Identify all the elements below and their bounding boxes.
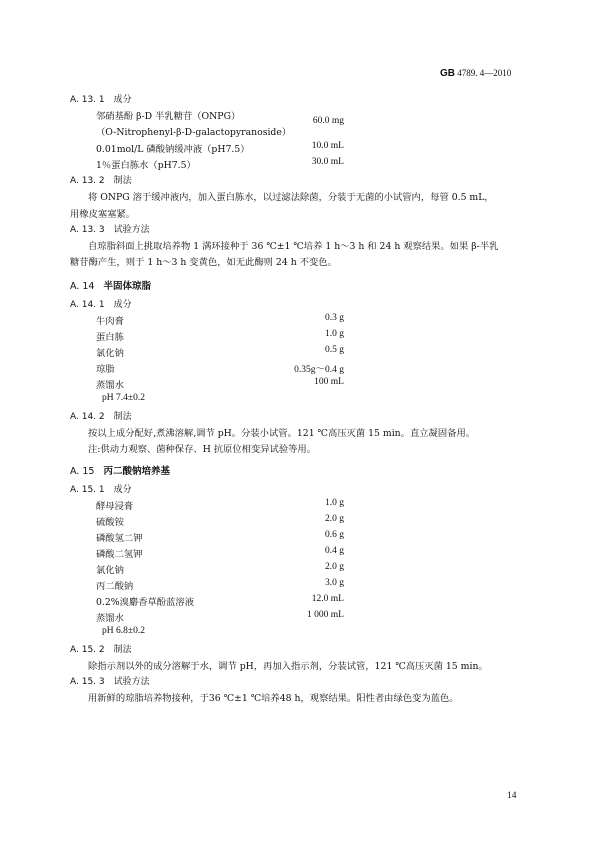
ingredient-name: 丙二酸钠 xyxy=(96,581,134,592)
a13-3-text-line2: 糖苷酶产生，则于 1 h～3 h 变黄色，如无此酶则 24 h 不变色。 xyxy=(70,257,337,268)
ingredient-amount: 100 mL xyxy=(314,377,344,387)
ph-value: pH 7.4±0.2 xyxy=(102,393,145,403)
ingredient-amount: 0.3 g xyxy=(325,313,344,323)
ingredient-name: 氯化钠 xyxy=(96,348,124,359)
subsection-a15-2-heading: A. 15. 2 制法 xyxy=(70,645,132,655)
ingredient-amount: 1.0 g xyxy=(325,329,344,339)
a14-2-note: 注:供动力观察、菌种保存、H 抗原位相变异试验等用。 xyxy=(88,444,317,455)
subsection-a13-2-heading: A. 13. 2 制法 xyxy=(70,176,132,186)
ingredient-amount: 0.4 g xyxy=(325,546,344,556)
ingredient-amount: 0.6 g xyxy=(325,530,344,540)
ingredient-amount: 0.5 g xyxy=(325,345,344,355)
subsection-a15-3-heading: A. 15. 3 试验方法 xyxy=(70,677,150,687)
ingredient-name: 酵母浸膏 xyxy=(96,501,134,512)
ingredient-amount: 1 000 mL xyxy=(307,610,344,620)
ingredient-name: 牛肉膏 xyxy=(96,316,124,327)
subsection-a14-1-heading: A. 14. 1 成分 xyxy=(70,300,132,310)
ingredient-amount: 2.0 g xyxy=(325,514,344,524)
subsection-a14-2-heading: A. 14. 2 制法 xyxy=(70,412,132,422)
section-a15-heading: A. 15 丙二酸钠培养基 xyxy=(70,466,170,477)
ingredient-onpg-latin: （O-Nitrophenyl-β-D-galactopyranoside） xyxy=(96,127,292,138)
ingredient-amount: 2.0 g xyxy=(325,562,344,572)
a15-3-text-line1: 用新鲜的琼脂培养物接种，于36 ℃±1 ℃培养48 h，观察结果。阳性者由绿色变为蓝色。 xyxy=(88,693,459,704)
ingredient-buffer-name: 0.01mol/L 磷酸钠缓冲液（pH7.5） xyxy=(96,144,250,155)
ph-value: pH 6.8±0.2 xyxy=(102,626,145,636)
subsection-a13-1-heading: A. 13. 1 成分 xyxy=(70,95,132,105)
ingredient-name: 硫酸铵 xyxy=(96,517,124,528)
ingredient-amount: 3.0 g xyxy=(325,578,344,588)
standard-prefix: GB xyxy=(440,68,455,79)
a15-2-text-line1: 除指示剂以外的成分溶解于水，调节 pH，再加入指示剂，分装试管，121 ℃高压灭菌 15 min。 xyxy=(88,661,488,672)
ingredient-amount: 12.0 mL xyxy=(311,594,344,604)
ingredient-amount: 0.35g～0.4 g xyxy=(294,365,344,375)
a14-2-text-line1: 按以上成分配好,煮沸溶解,调节 pH。分装小试管。121 ℃高压灭菌 15 min。直立凝固备用。 xyxy=(88,428,476,439)
standard-code xyxy=(440,68,511,79)
ingredient-peptone-water-amount: 30.0 mL xyxy=(311,157,344,167)
section-a14-heading: A. 14 半固体琼脂 xyxy=(70,281,151,292)
ingredient-buffer-amount: 10.0 mL xyxy=(311,141,344,151)
subsection-a15-1-heading: A. 15. 1 成分 xyxy=(70,485,132,495)
standard-number: 4789. 4—2010 xyxy=(457,68,512,78)
ingredient-name: 氯化钠 xyxy=(96,565,124,576)
ingredient-onpg-amount: 60.0 mg xyxy=(312,116,344,126)
page-number: 14 xyxy=(507,791,517,801)
ingredient-name: 0.2%溴麝香草酚蓝溶液 xyxy=(96,597,194,608)
ingredient-name: 蒸馏水 xyxy=(96,380,124,391)
a13-2-text-line2: 用橡皮塞塞紧。 xyxy=(70,209,136,220)
ingredient-onpg-name: 邻硝基酚 β-D 半乳糖苷（ONPG） xyxy=(96,111,241,122)
ingredient-name: 琼脂 xyxy=(96,364,115,375)
ingredient-name: 蛋白胨 xyxy=(96,332,124,343)
a13-3-text-line1: 自琼脂斜面上挑取培养物 1 满环接种于 36 ℃±1 ℃培养 1 h～3 h 和 24 h 观察结果。如果 β-半乳 xyxy=(88,241,499,252)
a13-2-text-line1: 将 ONPG 溶于缓冲液内，加入蛋白胨水，以过滤法除菌，分装于无菌的小试管内，每管 0.5 mL， xyxy=(88,192,494,203)
ingredient-peptone-water-name: 1％蛋白胨水（pH7.5） xyxy=(96,160,196,171)
ingredient-name: 磷酸二氢钾 xyxy=(96,549,143,560)
subsection-a13-3-heading: A. 13. 3 试验方法 xyxy=(70,225,150,235)
ingredient-name: 蒸馏水 xyxy=(96,613,124,624)
ingredient-name: 磷酸氢二钾 xyxy=(96,533,143,544)
ingredient-amount: 1.0 g xyxy=(325,498,344,508)
